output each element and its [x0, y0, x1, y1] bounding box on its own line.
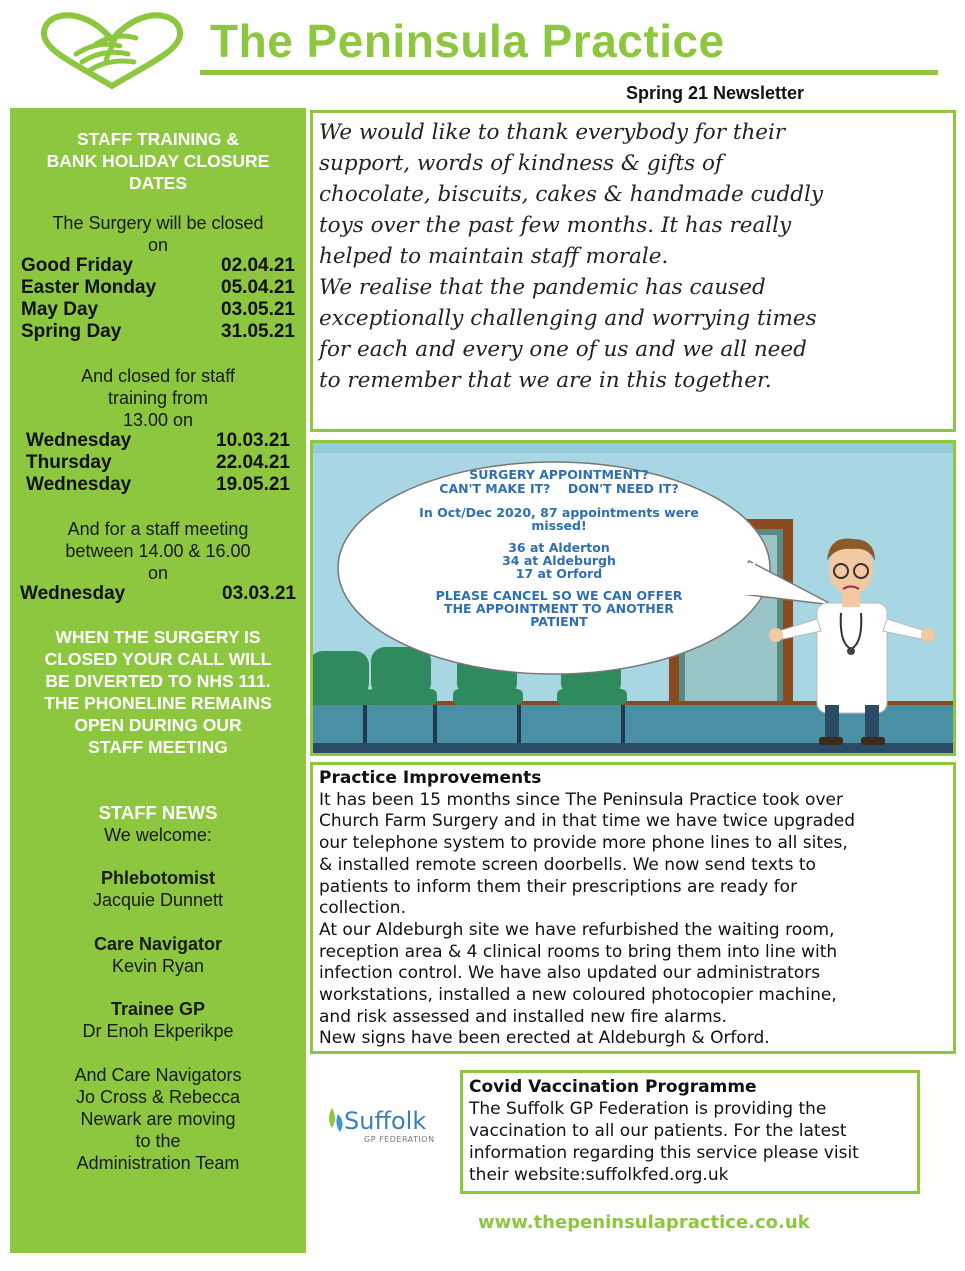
covid-heading: Covid Vaccination Programme	[469, 1077, 757, 1097]
training-row: Wednesday 10.03.21	[26, 430, 290, 451]
bubble-line: THE APPOINTMENT TO ANOTHER	[444, 601, 674, 616]
svg-text:Suffolk: Suffolk	[344, 1107, 427, 1135]
bubble-line: 34 at Aldeburgh	[502, 553, 616, 568]
sidebar	[10, 108, 306, 1253]
holiday-row: Good Friday 02.04.21	[21, 255, 295, 276]
svg-text:GP FEDERATION: GP FEDERATION	[364, 1135, 435, 1144]
covid-vaccination: Covid Vaccination Programme The Suffolk GP Federation is providing the vaccination to all our patients. For the latest information regarding this service please visit their website:suffolkfed.org.uk	[460, 1070, 920, 1194]
bubble-line: PLEASE CANCEL SO WE CAN OFFER	[435, 588, 683, 603]
staff-news-heading: STAFF NEWS	[98, 802, 218, 823]
bubble-line: PATIENT	[530, 614, 588, 629]
training-dates	[26, 430, 290, 496]
holiday-row: Easter Monday 05.04.21	[21, 277, 295, 298]
heart-logo-icon	[36, 10, 188, 90]
closed-intro: The Surgery will be closed on	[52, 213, 264, 255]
bubble-line: missed!	[531, 518, 587, 533]
holiday-dates	[21, 255, 295, 343]
staff-member: Phlebotomist Jacquie Dunnett	[92, 868, 224, 910]
staff-member: Trainee GP Dr Enoh Ekperikpe	[82, 999, 234, 1041]
meeting-intro: And for a staff meeting between 14.00 & 16.00 on	[65, 519, 251, 583]
improvements-heading: Practice Improvements	[319, 768, 542, 788]
missed-appointments-poster	[310, 440, 956, 756]
bubble-line: 17 at Orford	[515, 566, 603, 581]
waiting-room-illustration	[313, 443, 953, 753]
newsletter-issue: Spring 21 Newsletter	[626, 83, 805, 103]
closed-notice: WHEN THE SURGERY IS CLOSED YOUR CALL WILL BE DIVERTED TO NHS 111. THE PHONELINE REMAINS OPEN DURING OUR STAFF MEETING	[44, 627, 272, 757]
thank-you-message: We would like to thank everybody for their support, words of kindness & gifts of chocolate, biscuits, cakes & handmade cuddly toys over the past few months. It has really helped to maintain staff morale. We realise that the pandemic has caused exceptionally challenging and worrying times for each and every one of us and we all need to remember that we are in this together.	[310, 110, 956, 432]
training-row: Thursday 22.04.21	[26, 452, 290, 473]
header-rule	[200, 70, 938, 75]
closure-heading: STAFF TRAINING & BANK HOLIDAY CLOSURE DATES	[46, 129, 270, 193]
bubble-line: SURGERY APPOINTMENT?	[469, 467, 649, 482]
welcome-text: We welcome:	[104, 825, 212, 845]
practice-title: The Peninsula Practice	[210, 15, 725, 67]
suffolk-gp-federation-logo	[322, 1098, 442, 1146]
training-intro: And closed for staff training from 13.00 on	[81, 366, 235, 430]
bubble-line: In Oct/Dec 2020, 87 appointments were	[419, 505, 699, 520]
holiday-row: May Day 03.05.21	[21, 299, 295, 320]
bubble-line: 36 at Alderton	[508, 540, 610, 555]
website-link[interactable]: www.thepeninsulapractice.co.uk	[478, 1212, 810, 1233]
training-row: Wednesday 19.05.21	[26, 474, 290, 495]
meeting-date: Wednesday 03.03.21	[20, 583, 296, 604]
moving-note: And Care Navigators Jo Cross & Rebecca Newark are moving to the Administration Team	[74, 1065, 242, 1173]
staff-member: Care Navigator Kevin Ryan	[93, 934, 223, 976]
practice-improvements: Practice Improvements It has been 15 months since The Peninsula Practice took over Church Farm Surgery and in that time we have twice upgraded our telephone system to provide more phone lines to all sites, & installed remote screen doorbells. We now send texts to patients to inform them their prescriptions are ready for collection. At our Aldeburgh site we have refurbished the waiting room, reception area & 4 clinical rooms to bring them into line with infection control. We have also updated our administrators workstations, installed a new coloured photocopier machine, and risk assessed and installed new fire alarms. New signs have been erected at Aldeburgh & Orford.	[310, 762, 956, 1054]
holiday-row: Spring Day 31.05.21	[21, 321, 295, 342]
bubble-line: CAN'T MAKE IT? DON'T NEED IT?	[439, 481, 679, 496]
